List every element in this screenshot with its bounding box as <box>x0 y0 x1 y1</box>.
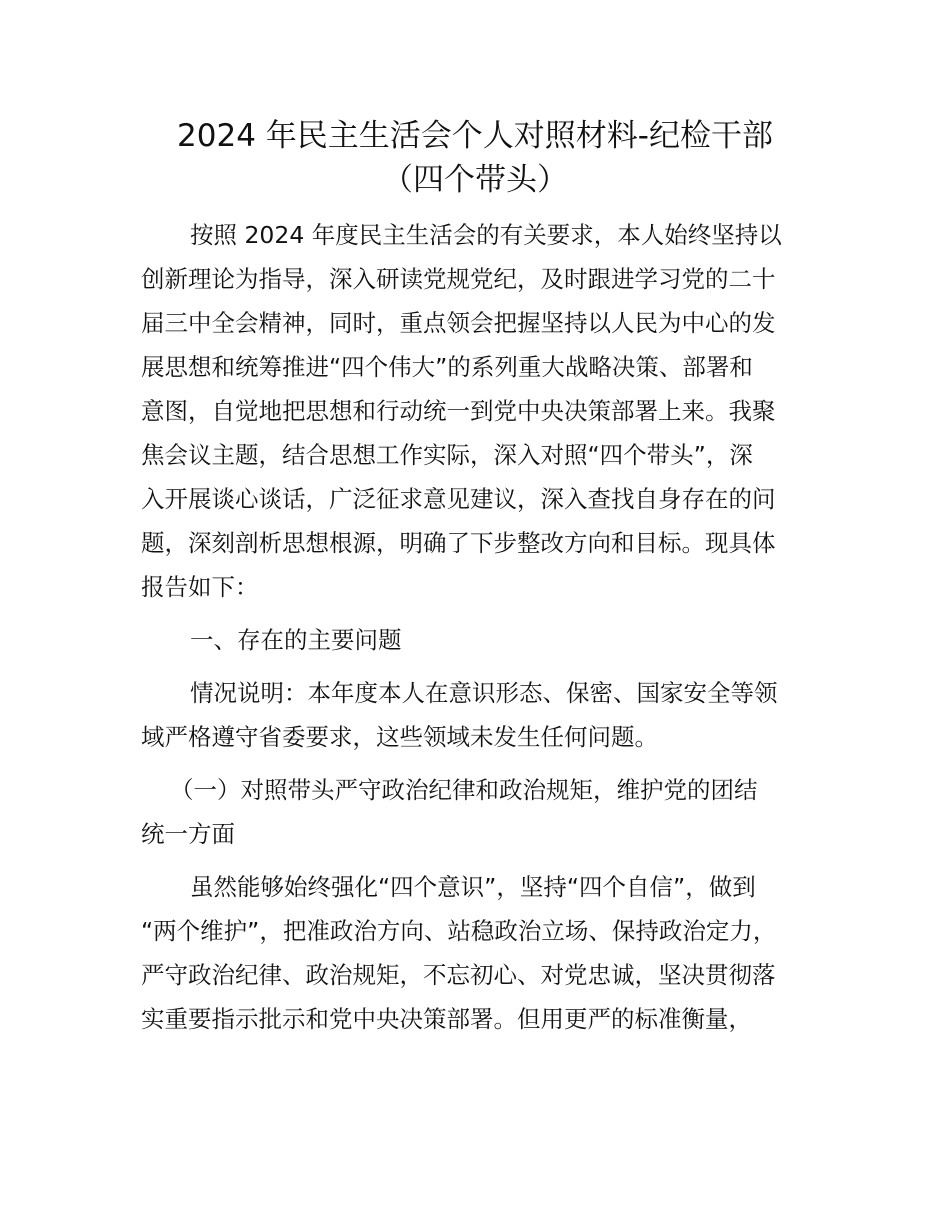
paragraph-intro-line: 届三中全会精神，同时，重点领会把握坚持以人民为中心的发 <box>141 309 776 337</box>
subsection-heading-line: 统一方面 <box>141 820 235 848</box>
document-title-line-1: 2024 年民主生活会个人对照材料-纪检干部 <box>177 118 773 154</box>
paragraph-note-line: 情况说明：本年度本人在意识形态、保密、国家安全等领 <box>190 679 778 707</box>
paragraph-intro-line: 焦会议主题，结合思想工作实际，深入对照“四个带头”，深 <box>141 441 753 469</box>
document-title-line-2: （四个带头） <box>382 162 568 198</box>
paragraph-intro-line: 报告如下： <box>141 573 259 601</box>
paragraph-body-line: “两个维护”，把准政治方向、站稳政治立场、保持政治定力， <box>141 917 777 945</box>
paragraph-intro-line: 题，深刻剖析思想根源，明确了下步整改方向和目标。现具体 <box>141 529 776 557</box>
paragraph-intro-line: 创新理论为指导，深入研读党规党纪，及时跟进学习党的二十 <box>141 265 776 293</box>
paragraph-intro-line: 展思想和统筹推进“四个伟大”的系列重大战略决策、部署和 <box>141 353 753 381</box>
paragraph-intro-line: 意图，自觉地把思想和行动统一到党中央决策部署上来。我聚 <box>141 397 776 425</box>
paragraph-intro-line: 按照 2024 年度民主生活会的有关要求，本人始终坚持以 <box>190 221 782 249</box>
paragraph-body-line: 严守政治纪律、政治规矩，不忘初心、对党忠诚，坚决贯彻落 <box>141 961 776 989</box>
subsection-heading-line: （一）对照带头严守政治纪律和政治规矩，维护党的团结 <box>170 776 758 804</box>
paragraph-intro-line: 入开展谈心谈话，广泛征求意见建议，深入查找自身存在的问 <box>141 485 776 513</box>
paragraph-body-line: 实重要指示批示和党中央决策部署。但用更严的标准衡量， <box>141 1005 752 1033</box>
paragraph-note-line: 域严格遵守省委要求，这些领域未发生任何问题。 <box>141 723 658 751</box>
paragraph-body-line: 虽然能够始终强化“四个意识”，坚持“四个自信”，做到 <box>190 873 756 901</box>
section-heading: 一、存在的主要问题 <box>190 626 402 654</box>
